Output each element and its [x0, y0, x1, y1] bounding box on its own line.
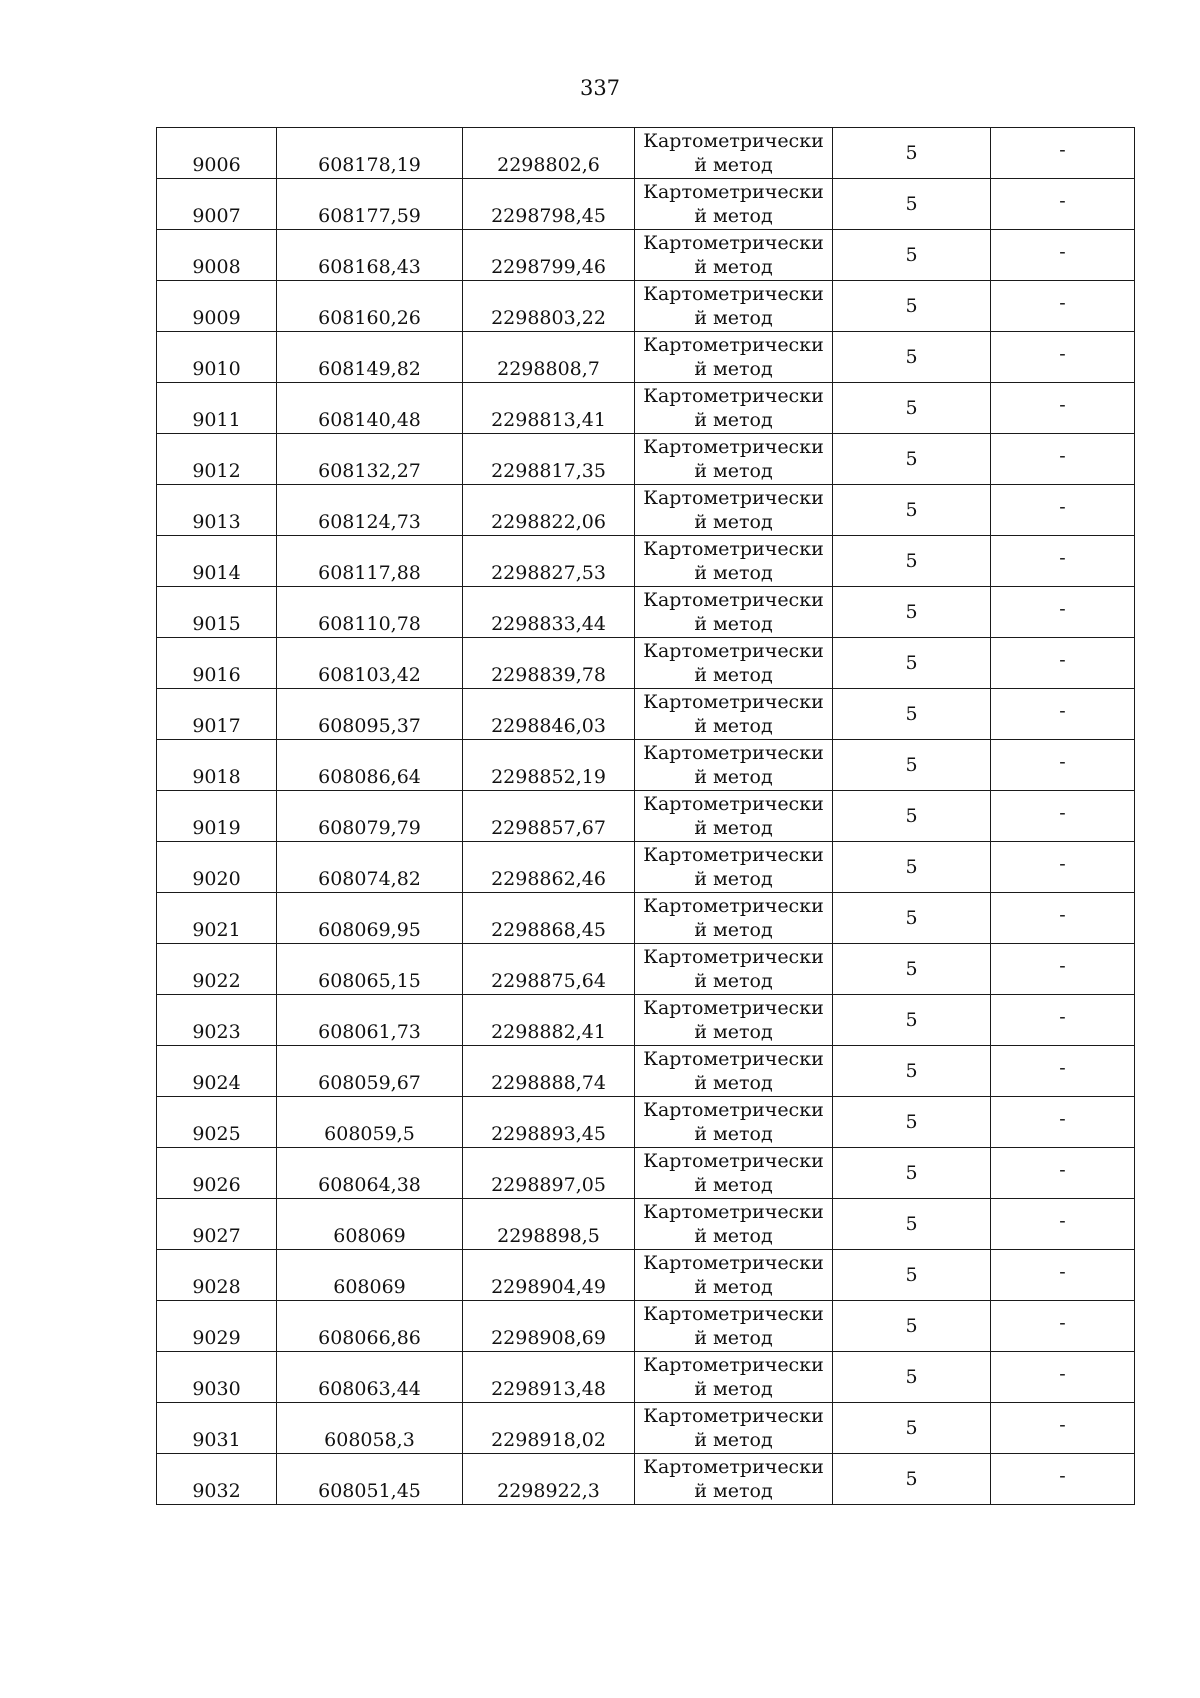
table-row: [157, 230, 1135, 281]
note-cell: -: [991, 1097, 1135, 1148]
note-cell: -: [991, 1352, 1135, 1403]
method-line-1: Картометрически: [643, 946, 824, 968]
method-line-2: й метод: [694, 766, 773, 788]
y-coordinate-cell: 2298868,45: [463, 893, 635, 944]
y-coordinate-cell: 2298827,53: [463, 536, 635, 587]
method-cell: [635, 740, 833, 791]
method-line-2: й метод: [694, 1225, 773, 1247]
table-body: [157, 128, 1135, 1505]
method-cell: [635, 536, 833, 587]
method-line-1: Картометрически: [643, 1405, 824, 1427]
method-line-2: й метод: [694, 154, 773, 176]
note-cell: -: [991, 128, 1135, 179]
x-coordinate-cell: 608103,42: [277, 638, 463, 689]
note-cell: -: [991, 740, 1135, 791]
y-coordinate-cell: 2298904,49: [463, 1250, 635, 1301]
method-line-1: Картометрически: [643, 589, 824, 611]
x-coordinate-cell: 608065,15: [277, 944, 463, 995]
accuracy-cell: 5: [833, 995, 991, 1046]
x-coordinate-cell: 608149,82: [277, 332, 463, 383]
x-coordinate-cell: 608178,19: [277, 128, 463, 179]
method-cell: [635, 281, 833, 332]
y-coordinate-cell: 2298857,67: [463, 791, 635, 842]
point-id-cell: 9017: [157, 689, 277, 740]
page-number: 337: [579, 76, 621, 100]
accuracy-cell: 5: [833, 893, 991, 944]
method-line-2: й метод: [694, 970, 773, 992]
method-line-2: й метод: [694, 358, 773, 380]
x-coordinate-cell: 608066,86: [277, 1301, 463, 1352]
table-row: [157, 434, 1135, 485]
note-cell: -: [991, 1454, 1135, 1505]
y-coordinate-cell: 2298802,6: [463, 128, 635, 179]
table-row: [157, 1301, 1135, 1352]
point-id-cell: 9009: [157, 281, 277, 332]
y-coordinate-cell: 2298897,05: [463, 1148, 635, 1199]
point-id-cell: 9030: [157, 1352, 277, 1403]
table-row: [157, 638, 1135, 689]
point-id-cell: 9018: [157, 740, 277, 791]
method-cell: [635, 995, 833, 1046]
method-line-1: Картометрически: [643, 538, 824, 560]
method-line-2: й метод: [694, 307, 773, 329]
point-id-cell: 9015: [157, 587, 277, 638]
point-id-cell: 9028: [157, 1250, 277, 1301]
point-id-cell: 9021: [157, 893, 277, 944]
y-coordinate-cell: 2298908,69: [463, 1301, 635, 1352]
method-line-2: й метод: [694, 1021, 773, 1043]
method-line-1: Картометрически: [643, 1048, 824, 1070]
x-coordinate-cell: 608059,5: [277, 1097, 463, 1148]
accuracy-cell: 5: [833, 1301, 991, 1352]
y-coordinate-cell: 2298833,44: [463, 587, 635, 638]
accuracy-cell: 5: [833, 1403, 991, 1454]
note-cell: -: [991, 1046, 1135, 1097]
accuracy-cell: 5: [833, 944, 991, 995]
point-id-cell: 9008: [157, 230, 277, 281]
point-id-cell: 9024: [157, 1046, 277, 1097]
note-cell: -: [991, 842, 1135, 893]
method-line-1: Картометрически: [643, 385, 824, 407]
x-coordinate-cell: 608086,64: [277, 740, 463, 791]
method-line-2: й метод: [694, 1123, 773, 1145]
y-coordinate-cell: 2298888,74: [463, 1046, 635, 1097]
table-row: [157, 1454, 1135, 1505]
method-line-1: Картометрически: [643, 1252, 824, 1274]
x-coordinate-cell: 608160,26: [277, 281, 463, 332]
table-row: [157, 995, 1135, 1046]
x-coordinate-cell: 608059,67: [277, 1046, 463, 1097]
method-cell: [635, 128, 833, 179]
accuracy-cell: 5: [833, 536, 991, 587]
x-coordinate-cell: 608063,44: [277, 1352, 463, 1403]
method-line-2: й метод: [694, 715, 773, 737]
x-coordinate-cell: 608069: [277, 1250, 463, 1301]
method-line-1: Картометрически: [643, 1303, 824, 1325]
point-id-cell: 9020: [157, 842, 277, 893]
accuracy-cell: 5: [833, 1454, 991, 1505]
note-cell: -: [991, 332, 1135, 383]
method-line-1: Картометрически: [643, 283, 824, 305]
note-cell: -: [991, 944, 1135, 995]
note-cell: -: [991, 1250, 1135, 1301]
y-coordinate-cell: 2298922,3: [463, 1454, 635, 1505]
table-row: [157, 842, 1135, 893]
method-line-2: й метод: [694, 256, 773, 278]
method-line-2: й метод: [694, 919, 773, 941]
x-coordinate-cell: 608124,73: [277, 485, 463, 536]
method-line-1: Картометрически: [643, 1099, 824, 1121]
method-cell: [635, 842, 833, 893]
table-row: [157, 281, 1135, 332]
method-line-1: Картометрически: [643, 640, 824, 662]
table-row: [157, 1352, 1135, 1403]
method-line-2: й метод: [694, 1174, 773, 1196]
point-id-cell: 9023: [157, 995, 277, 1046]
table-row: [157, 1199, 1135, 1250]
method-line-1: Картометрически: [643, 436, 824, 458]
y-coordinate-cell: 2298822,06: [463, 485, 635, 536]
y-coordinate-cell: 2298839,78: [463, 638, 635, 689]
y-coordinate-cell: 2298817,35: [463, 434, 635, 485]
note-cell: -: [991, 638, 1135, 689]
accuracy-cell: 5: [833, 689, 991, 740]
y-coordinate-cell: 2298913,48: [463, 1352, 635, 1403]
x-coordinate-cell: 608168,43: [277, 230, 463, 281]
accuracy-cell: 5: [833, 230, 991, 281]
x-coordinate-cell: 608140,48: [277, 383, 463, 434]
method-line-2: й метод: [694, 817, 773, 839]
method-line-2: й метод: [694, 664, 773, 686]
point-id-cell: 9013: [157, 485, 277, 536]
method-cell: [635, 689, 833, 740]
point-id-cell: 9016: [157, 638, 277, 689]
table-row: [157, 791, 1135, 842]
method-line-2: й метод: [694, 1378, 773, 1400]
table-row: [157, 179, 1135, 230]
point-id-cell: 9029: [157, 1301, 277, 1352]
table-row: [157, 332, 1135, 383]
note-cell: -: [991, 1199, 1135, 1250]
note-cell: -: [991, 1148, 1135, 1199]
table-row: [157, 740, 1135, 791]
method-cell: [635, 1148, 833, 1199]
table-row: [157, 893, 1135, 944]
accuracy-cell: 5: [833, 740, 991, 791]
accuracy-cell: 5: [833, 1097, 991, 1148]
method-line-1: Картометрически: [643, 1201, 824, 1223]
method-cell: [635, 1454, 833, 1505]
x-coordinate-cell: 608079,79: [277, 791, 463, 842]
table-row: [157, 944, 1135, 995]
accuracy-cell: 5: [833, 485, 991, 536]
note-cell: -: [991, 434, 1135, 485]
note-cell: -: [991, 1403, 1135, 1454]
accuracy-cell: 5: [833, 1250, 991, 1301]
method-cell: [635, 1097, 833, 1148]
note-cell: -: [991, 893, 1135, 944]
y-coordinate-cell: 2298882,41: [463, 995, 635, 1046]
table-row: [157, 1403, 1135, 1454]
point-id-cell: 9007: [157, 179, 277, 230]
method-line-2: й метод: [694, 1480, 773, 1502]
method-line-1: Картометрически: [643, 691, 824, 713]
accuracy-cell: 5: [833, 434, 991, 485]
method-line-1: Картометрически: [643, 487, 824, 509]
method-cell: [635, 179, 833, 230]
method-cell: [635, 1199, 833, 1250]
method-cell: [635, 434, 833, 485]
accuracy-cell: 5: [833, 1148, 991, 1199]
method-line-2: й метод: [694, 460, 773, 482]
x-coordinate-cell: 608069,95: [277, 893, 463, 944]
method-cell: [635, 893, 833, 944]
table-row: [157, 587, 1135, 638]
y-coordinate-cell: 2298799,46: [463, 230, 635, 281]
accuracy-cell: 5: [833, 587, 991, 638]
method-cell: [635, 485, 833, 536]
y-coordinate-cell: 2298898,5: [463, 1199, 635, 1250]
method-line-2: й метод: [694, 205, 773, 227]
point-id-cell: 9014: [157, 536, 277, 587]
table-row: [157, 1250, 1135, 1301]
accuracy-cell: 5: [833, 842, 991, 893]
coordinates-table: [156, 127, 1135, 1505]
method-cell: [635, 944, 833, 995]
x-coordinate-cell: 608177,59: [277, 179, 463, 230]
method-line-1: Картометрически: [643, 130, 824, 152]
method-cell: [635, 587, 833, 638]
note-cell: -: [991, 383, 1135, 434]
method-cell: [635, 1301, 833, 1352]
y-coordinate-cell: 2298808,7: [463, 332, 635, 383]
method-cell: [635, 383, 833, 434]
method-line-1: Картометрически: [643, 181, 824, 203]
method-cell: [635, 1352, 833, 1403]
point-id-cell: 9019: [157, 791, 277, 842]
method-line-2: й метод: [694, 562, 773, 584]
method-line-2: й метод: [694, 1072, 773, 1094]
method-cell: [635, 1046, 833, 1097]
method-line-1: Картометрически: [643, 334, 824, 356]
method-line-1: Картометрически: [643, 742, 824, 764]
table-row: [157, 1097, 1135, 1148]
method-cell: [635, 1250, 833, 1301]
note-cell: -: [991, 995, 1135, 1046]
table-row: [157, 1148, 1135, 1199]
y-coordinate-cell: 2298846,03: [463, 689, 635, 740]
point-id-cell: 9027: [157, 1199, 277, 1250]
method-line-2: й метод: [694, 1276, 773, 1298]
x-coordinate-cell: 608061,73: [277, 995, 463, 1046]
table-row: [157, 536, 1135, 587]
accuracy-cell: 5: [833, 332, 991, 383]
point-id-cell: 9032: [157, 1454, 277, 1505]
table-row: [157, 485, 1135, 536]
method-line-1: Картометрически: [643, 793, 824, 815]
note-cell: -: [991, 179, 1135, 230]
method-cell: [635, 638, 833, 689]
point-id-cell: 9012: [157, 434, 277, 485]
accuracy-cell: 5: [833, 638, 991, 689]
x-coordinate-cell: 608058,3: [277, 1403, 463, 1454]
table-row: [157, 128, 1135, 179]
method-line-2: й метод: [694, 613, 773, 635]
x-coordinate-cell: 608110,78: [277, 587, 463, 638]
method-line-1: Картометрически: [643, 1150, 824, 1172]
y-coordinate-cell: 2298918,02: [463, 1403, 635, 1454]
method-line-1: Картометрически: [643, 844, 824, 866]
x-coordinate-cell: 608117,88: [277, 536, 463, 587]
point-id-cell: 9010: [157, 332, 277, 383]
x-coordinate-cell: 608074,82: [277, 842, 463, 893]
point-id-cell: 9025: [157, 1097, 277, 1148]
method-cell: [635, 791, 833, 842]
table-row: [157, 689, 1135, 740]
y-coordinate-cell: 2298852,19: [463, 740, 635, 791]
note-cell: -: [991, 1301, 1135, 1352]
point-id-cell: 9022: [157, 944, 277, 995]
x-coordinate-cell: 608069: [277, 1199, 463, 1250]
point-id-cell: 9006: [157, 128, 277, 179]
accuracy-cell: 5: [833, 1199, 991, 1250]
y-coordinate-cell: 2298813,41: [463, 383, 635, 434]
point-id-cell: 9011: [157, 383, 277, 434]
accuracy-cell: 5: [833, 128, 991, 179]
method-line-2: й метод: [694, 1429, 773, 1451]
y-coordinate-cell: 2298803,22: [463, 281, 635, 332]
note-cell: -: [991, 281, 1135, 332]
method-line-1: Картометрически: [643, 1354, 824, 1376]
note-cell: -: [991, 587, 1135, 638]
y-coordinate-cell: 2298875,64: [463, 944, 635, 995]
method-line-1: Картометрически: [643, 997, 824, 1019]
method-line-1: Картометрически: [643, 232, 824, 254]
accuracy-cell: 5: [833, 791, 991, 842]
x-coordinate-cell: 608064,38: [277, 1148, 463, 1199]
method-line-2: й метод: [694, 868, 773, 890]
method-cell: [635, 332, 833, 383]
y-coordinate-cell: 2298798,45: [463, 179, 635, 230]
method-line-2: й метод: [694, 409, 773, 431]
accuracy-cell: 5: [833, 1352, 991, 1403]
table-row: [157, 1046, 1135, 1097]
note-cell: -: [991, 536, 1135, 587]
note-cell: -: [991, 689, 1135, 740]
point-id-cell: 9026: [157, 1148, 277, 1199]
method-line-1: Картометрически: [643, 1456, 824, 1478]
accuracy-cell: 5: [833, 1046, 991, 1097]
method-cell: [635, 230, 833, 281]
method-line-2: й метод: [694, 511, 773, 533]
accuracy-cell: 5: [833, 383, 991, 434]
method-line-1: Картометрически: [643, 895, 824, 917]
note-cell: -: [991, 485, 1135, 536]
note-cell: -: [991, 791, 1135, 842]
x-coordinate-cell: 608132,27: [277, 434, 463, 485]
method-cell: [635, 1403, 833, 1454]
table-row: [157, 383, 1135, 434]
y-coordinate-cell: 2298862,46: [463, 842, 635, 893]
x-coordinate-cell: 608051,45: [277, 1454, 463, 1505]
accuracy-cell: 5: [833, 179, 991, 230]
y-coordinate-cell: 2298893,45: [463, 1097, 635, 1148]
x-coordinate-cell: 608095,37: [277, 689, 463, 740]
accuracy-cell: 5: [833, 281, 991, 332]
point-id-cell: 9031: [157, 1403, 277, 1454]
method-line-2: й метод: [694, 1327, 773, 1349]
note-cell: -: [991, 230, 1135, 281]
